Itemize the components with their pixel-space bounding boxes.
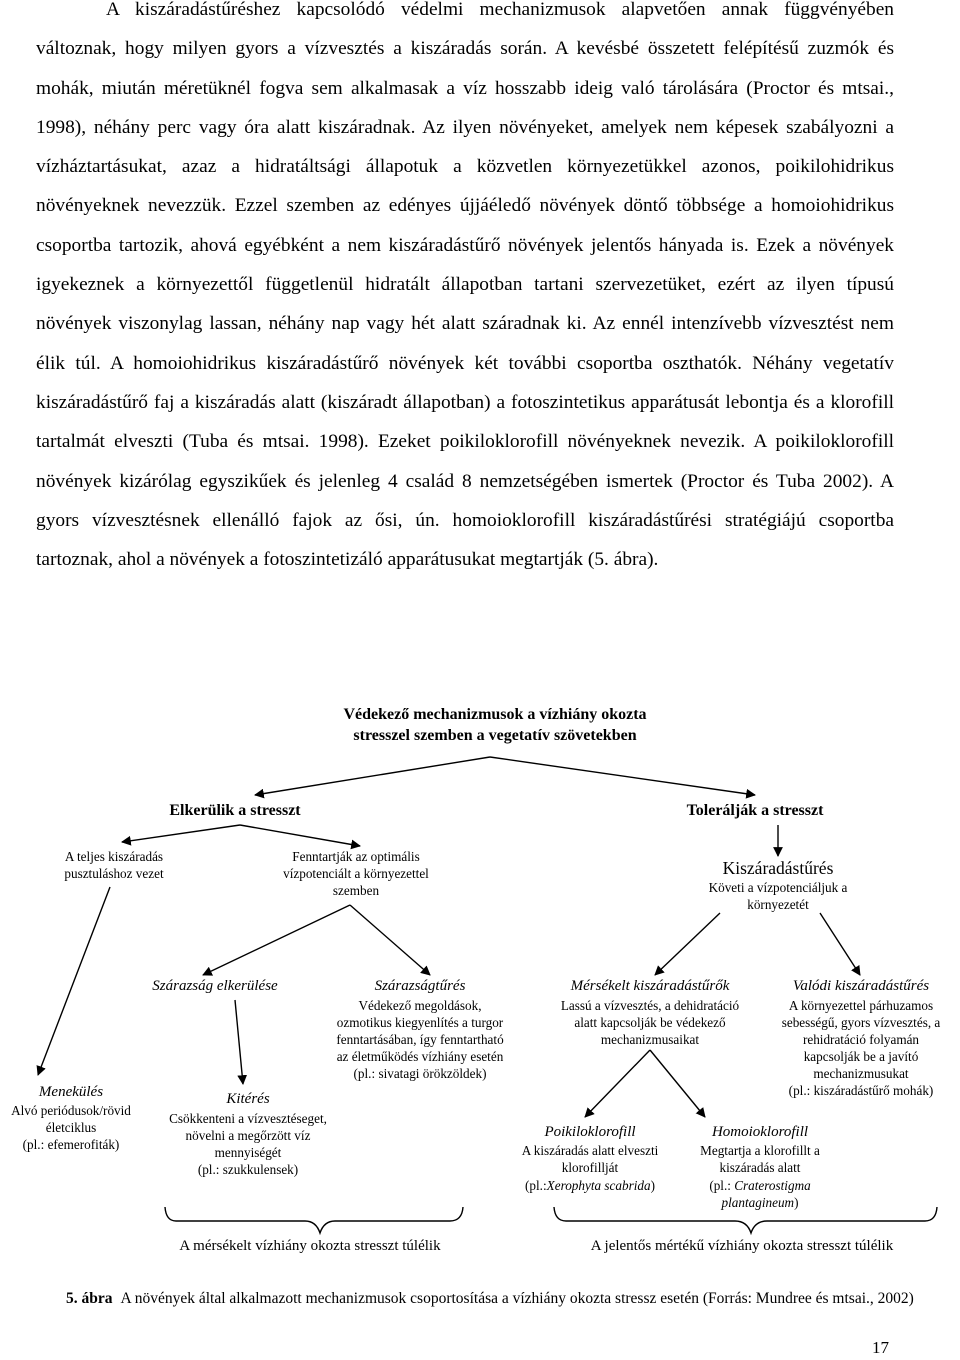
node-tolerate-stress: Tolerálják a stresszt <box>686 802 824 819</box>
figure-title-line1: Védekező mechanizmusok a vízhiány okozta <box>343 706 647 723</box>
evasion-desc-line2: növelni a megőrzött víz <box>185 1128 311 1143</box>
true-desc-line1: A környezettel párhuzamos <box>788 998 934 1013</box>
maintain-line3: szemben <box>332 883 380 898</box>
arrow-to-poiki <box>585 1050 650 1117</box>
drought-tolerance-desc-line5: (pl.: sivatagi örökzöldek) <box>353 1066 487 1081</box>
caption-text: A növények által alkalmazott mechanizmusok csoportosítása a vízhiány okozta stressz esetén (Forrás: Mundree és mtsai., 2002) <box>120 1290 914 1307</box>
figure-caption <box>66 1288 916 1309</box>
evasion-title: Kitérés <box>226 1091 270 1107</box>
node-drought-avoidance: Szárazság elkerülése <box>152 978 278 994</box>
poiki-title: Poikiloklorofill <box>544 1124 636 1140</box>
homoio-desc-line1: Megtartja a klorofillt a <box>700 1143 820 1158</box>
escape-desc-line1: Alvó periódusok/rövid <box>11 1103 131 1118</box>
homoio-desc-line2: kiszáradás alatt <box>719 1160 801 1175</box>
true-desc-line4: kapcsolják be a javító <box>803 1049 919 1064</box>
homoio-example <box>674 1177 846 1194</box>
evasion-desc-line1: Csökkenteni a vízvesztéseget, <box>169 1111 327 1126</box>
arrow-to-evasion <box>235 1000 243 1084</box>
true-desiccation-title: Valódi kiszáradástűrés <box>792 978 930 994</box>
poiki-desc-line1: A kiszáradás alatt elveszti <box>521 1143 659 1158</box>
desiccation-desc-line1: Követi a vízpotenciáljuk a <box>708 880 848 895</box>
poiki-example-suffix: ) <box>650 1178 655 1193</box>
drought-tolerance-desc-line3: fenntartásában, így fenntartható <box>336 1032 504 1047</box>
evasion-desc-line4: (pl.: szukkulensek) <box>197 1162 299 1177</box>
homoio-example-suffix: ) <box>794 1195 799 1210</box>
arrow-to-homoio <box>650 1050 705 1117</box>
escape-desc-line2: életciklus <box>45 1120 97 1135</box>
maintain-line2: vízpotenciált a környezettel <box>283 866 429 881</box>
true-desc-line6: (pl.: kiszáradástűrő mohák) <box>788 1083 934 1098</box>
moderate-desc-line3: mechanizmusaikat <box>600 1032 700 1047</box>
desiccation-title: Kiszáradástűrés <box>722 858 834 878</box>
brace-moderate <box>165 1207 463 1233</box>
poiki-desc-line2: klorofillját <box>561 1160 619 1175</box>
escape-desc-line3: (pl.: efemerofiták) <box>22 1137 120 1152</box>
full-drying-line2: pusztuláshoz vezet <box>64 866 164 881</box>
caption-label: 5. ábra <box>66 1290 113 1307</box>
arrow-to-moderate <box>655 913 720 975</box>
body-paragraph: A kiszáradástűréshez kapcsolódó védelmi mechanizmusok alapvetően annak függvényében változnak, hogy milyen gyors a vízvesztés a kiszáradás során. A kevésbé összetett felépítésű zuzmók és mohák, miután méretüknél fogva sem alkalmasak a víz hosszabb ideig való tárolására (Proctor és mtsai., 1998), néhány perc vagy óra alatt kiszáradnak. Az ilyen növényeket, amelyek nem képesek szabályozni a vízháztartásukat, azaz a hidratáltsági állapotuk a közvetlen környezetükkel azonos, poikilohidrikus növényeknek nevezzük. Ezzel szemben az edényes újjáéledő növények döntő többsége a homoiohidrikus csoportba tartozik, ahová egyébként a nem kiszáradástűrő növények jelentős hányada is. Ezek a növények igyekeznek a környezettől függetlenül hidratált állapotban tartani szervezetüket, ezért az ilyen típusú növények viszonylag lassan, néhány nap vagy hét alatt száradnak ki. Az ennél intenzívebb vízvesztést nem élik túl. A homoiohidrikus kiszáradástűrő növények két további csoportba oszthatók. Néhány vegetatív kiszáradástűrő faj a kiszáradás alatt (kiszáradt állapotban) a fotoszintetikus apparátusát lebontja és a klorofill tartalmát elveszti (Tuba és mtsai. 1998). Ezeket poikiloklorofill növényeknek nevezik. A poikiloklorofill növények kizárólag egyszikűek és jelenleg 4 család 8 nemzetségében ismertek (Proctor és Tuba 2002). A gyors vízvesztésnek ellenálló fajok az ősi, ún. homoioklorofill kiszáradástűrési stratégiájú csoportba tartoznak, ahol a növények a fotoszintetizáló apparátusukat megtartják (5. ábra). <box>36 0 894 571</box>
summary-moderate: A mérsékelt vízhiány okozta stresszt túlélik <box>179 1238 441 1254</box>
homoio-example-species1: Craterostigma <box>734 1178 811 1193</box>
node-avoid-stress: Elkerülik a stresszt <box>169 802 301 819</box>
homoio-example-prefix: (pl.: <box>709 1178 731 1193</box>
escape-title: Menekülés <box>38 1084 104 1100</box>
figure-title-line2: stresszel szemben a vegetatív szövetekben <box>353 727 637 744</box>
full-drying-line1: A teljes kiszáradás <box>64 849 164 864</box>
arrow-to-tolerate <box>490 757 755 795</box>
page-number: 17 <box>872 1338 889 1357</box>
moderate-desc-line1: Lassú a vízvesztés, a dehidratáció <box>560 998 740 1013</box>
desiccation-desc-line2: környezetét <box>747 897 809 912</box>
true-desc-line2: sebességű, gyors vízvesztés, a <box>781 1015 941 1030</box>
arrow-to-drought-tolerance <box>350 905 430 975</box>
arrow-to-full-drying <box>122 825 240 842</box>
poiki-example-prefix: (pl.: <box>525 1178 547 1193</box>
poiki-example-species: Xerophyta scabrida <box>546 1178 651 1193</box>
homoio-example-species2: plantagineum <box>721 1195 795 1210</box>
arrow-to-drought-avoid <box>203 905 350 975</box>
arrow-to-maintain <box>240 825 360 846</box>
maintain-line1: Fenntartják az optimális <box>292 849 420 864</box>
homoio-title: Homoioklorofill <box>711 1124 809 1140</box>
summary-severe: A jelentős mértékű vízhiány okozta stresszt túlélik <box>590 1238 894 1254</box>
poiki-example <box>500 1177 680 1194</box>
moderate-title: Mérsékelt kiszáradástűrők <box>570 978 730 994</box>
moderate-desc-line2: alatt kapcsolják be védekező <box>574 1015 726 1030</box>
drought-tolerance-desc-line2: ozmotikus kiegyenlítés a turgor <box>336 1015 504 1030</box>
drought-tolerance-title: Szárazságtűrés <box>374 978 466 994</box>
arrow-to-avoid <box>255 757 490 795</box>
arrow-to-escape <box>38 887 110 1075</box>
drought-tolerance-desc-line1: Védekező megoldások, <box>358 998 482 1013</box>
arrow-to-true <box>820 913 860 975</box>
homoio-example-line2 <box>674 1194 846 1211</box>
true-desc-line3: rehidratáció folyamán <box>802 1032 920 1047</box>
true-desc-line5: mechanizmusukat <box>813 1066 909 1081</box>
evasion-desc-line3: mennyiségét <box>214 1145 282 1160</box>
drought-tolerance-desc-line4: az életműködés vízhiány esetén <box>336 1049 504 1064</box>
